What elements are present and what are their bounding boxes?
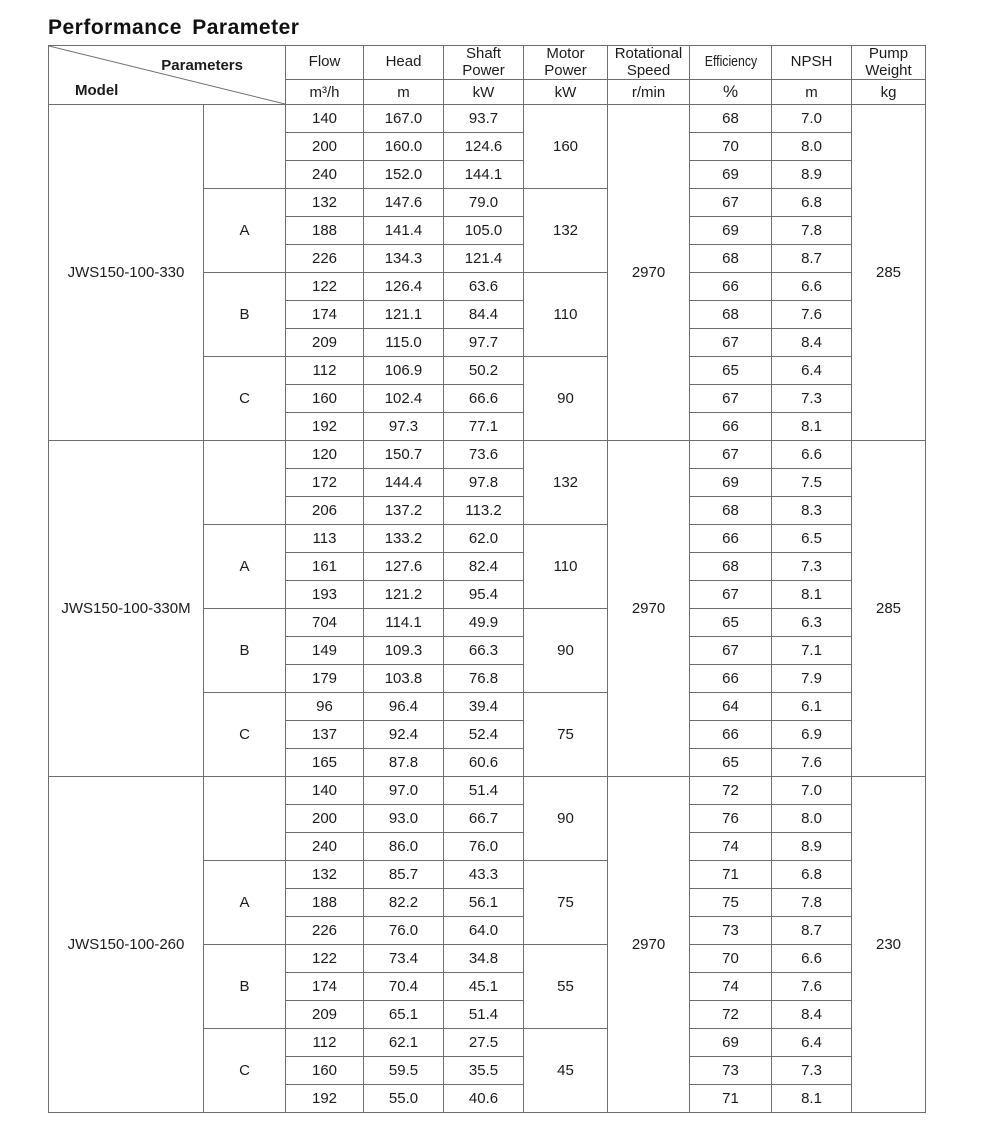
head-cell: 121.2 [364, 581, 444, 609]
flow-cell: 140 [286, 105, 364, 133]
group-label-cell: A [204, 189, 286, 273]
efficiency-cell: 65 [690, 749, 772, 777]
efficiency-cell: 67 [690, 441, 772, 469]
efficiency-cell: 73 [690, 917, 772, 945]
motor-power-cell: 90 [524, 357, 608, 441]
flow-cell: 112 [286, 357, 364, 385]
npsh-cell: 8.9 [772, 161, 852, 189]
pump-weight-cell: 230 [852, 777, 926, 1113]
npsh-cell: 6.8 [772, 189, 852, 217]
head-cell: 109.3 [364, 637, 444, 665]
efficiency-cell: 66 [690, 413, 772, 441]
group-label-cell: B [204, 609, 286, 693]
efficiency-cell: 71 [690, 1085, 772, 1113]
group-label-cell: B [204, 945, 286, 1029]
shaft-power-cell: 66.3 [444, 637, 524, 665]
shaft-power-cell: 34.8 [444, 945, 524, 973]
npsh-cell: 7.6 [772, 301, 852, 329]
shaft-power-cell: 50.2 [444, 357, 524, 385]
motor-power-cell: 45 [524, 1029, 608, 1113]
shaft-power-cell: 51.4 [444, 1001, 524, 1029]
npsh-cell: 8.7 [772, 917, 852, 945]
performance-parameter-table [48, 45, 926, 1113]
shaft-power-cell: 124.6 [444, 133, 524, 161]
shaft-power-cell: 84.4 [444, 301, 524, 329]
efficiency-cell: 74 [690, 973, 772, 1001]
npsh-cell: 7.6 [772, 973, 852, 1001]
efficiency-cell: 65 [690, 609, 772, 637]
motor-power-cell: 110 [524, 525, 608, 609]
flow-cell: 188 [286, 217, 364, 245]
shaft-power-cell: 60.6 [444, 749, 524, 777]
head-cell: 96.4 [364, 693, 444, 721]
flow-cell: 174 [286, 301, 364, 329]
shaft-power-cell: 76.8 [444, 665, 524, 693]
column-header-pump-weight: Pump Weight [852, 46, 926, 80]
efficiency-cell: 68 [690, 245, 772, 273]
npsh-cell: 7.6 [772, 749, 852, 777]
motor-power-cell: 75 [524, 861, 608, 945]
npsh-cell: 7.8 [772, 217, 852, 245]
flow-cell: 122 [286, 273, 364, 301]
flow-cell: 226 [286, 245, 364, 273]
npsh-cell: 6.6 [772, 441, 852, 469]
rotational-speed-cell: 2970 [608, 777, 690, 1113]
shaft-power-cell: 97.8 [444, 469, 524, 497]
head-cell: 152.0 [364, 161, 444, 189]
head-cell: 93.0 [364, 805, 444, 833]
head-cell: 167.0 [364, 105, 444, 133]
head-cell: 150.7 [364, 441, 444, 469]
npsh-cell: 7.3 [772, 1057, 852, 1085]
efficiency-cell: 69 [690, 469, 772, 497]
table-row [49, 441, 926, 469]
flow-cell: 704 [286, 609, 364, 637]
head-cell: 121.1 [364, 301, 444, 329]
shaft-power-cell: 51.4 [444, 777, 524, 805]
head-cell: 147.6 [364, 189, 444, 217]
flow-cell: 240 [286, 833, 364, 861]
group-label-cell: A [204, 861, 286, 945]
table-body [49, 105, 926, 1113]
shaft-power-cell: 95.4 [444, 581, 524, 609]
head-cell: 62.1 [364, 1029, 444, 1057]
group-label-cell: B [204, 273, 286, 357]
motor-power-cell: 110 [524, 273, 608, 357]
shaft-power-cell: 49.9 [444, 609, 524, 637]
flow-cell: 120 [286, 441, 364, 469]
head-cell: 160.0 [364, 133, 444, 161]
flow-cell: 209 [286, 1001, 364, 1029]
shaft-power-cell: 52.4 [444, 721, 524, 749]
efficiency-cell: 64 [690, 693, 772, 721]
group-label-cell: C [204, 1029, 286, 1113]
pump-weight-cell: 285 [852, 105, 926, 441]
shaft-power-cell: 35.5 [444, 1057, 524, 1085]
group-label-cell: A [204, 525, 286, 609]
group-label-cell [204, 777, 286, 861]
head-cell: 65.1 [364, 1001, 444, 1029]
head-cell: 114.1 [364, 609, 444, 637]
npsh-cell: 8.4 [772, 329, 852, 357]
flow-cell: 188 [286, 889, 364, 917]
column-header-shaft-power: Shaft Power [444, 46, 524, 80]
efficiency-cell: 69 [690, 217, 772, 245]
npsh-cell: 6.4 [772, 1029, 852, 1057]
npsh-cell: 6.6 [772, 273, 852, 301]
npsh-cell: 7.3 [772, 385, 852, 413]
npsh-cell: 8.3 [772, 497, 852, 525]
flow-cell: 192 [286, 413, 364, 441]
flow-cell: 226 [286, 917, 364, 945]
model-cell: JWS150-100-330M [49, 441, 204, 777]
shaft-power-cell: 77.1 [444, 413, 524, 441]
table-header [49, 46, 926, 105]
head-cell: 134.3 [364, 245, 444, 273]
efficiency-cell: 66 [690, 665, 772, 693]
corner-label-model: Model [75, 82, 119, 99]
flow-cell: 200 [286, 133, 364, 161]
head-cell: 141.4 [364, 217, 444, 245]
npsh-cell: 8.1 [772, 1085, 852, 1113]
efficiency-cell: 67 [690, 581, 772, 609]
npsh-cell: 7.0 [772, 777, 852, 805]
flow-cell: 140 [286, 777, 364, 805]
npsh-cell: 7.3 [772, 553, 852, 581]
model-cell: JWS150-100-260 [49, 777, 204, 1113]
npsh-cell: 7.5 [772, 469, 852, 497]
unit-pump-weight: kg [852, 80, 926, 105]
shaft-power-cell: 63.6 [444, 273, 524, 301]
shaft-power-cell: 76.0 [444, 833, 524, 861]
head-cell: 76.0 [364, 917, 444, 945]
efficiency-cell: 75 [690, 889, 772, 917]
motor-power-cell: 90 [524, 777, 608, 861]
flow-cell: 113 [286, 525, 364, 553]
corner-header-cell [49, 46, 286, 105]
flow-cell: 96 [286, 693, 364, 721]
head-cell: 97.3 [364, 413, 444, 441]
flow-cell: 200 [286, 805, 364, 833]
flow-cell: 206 [286, 497, 364, 525]
column-header-head: Head [364, 46, 444, 80]
head-cell: 102.4 [364, 385, 444, 413]
npsh-cell: 7.1 [772, 637, 852, 665]
flow-cell: 172 [286, 469, 364, 497]
shaft-power-cell: 64.0 [444, 917, 524, 945]
head-cell: 59.5 [364, 1057, 444, 1085]
shaft-power-cell: 39.4 [444, 693, 524, 721]
npsh-cell: 6.8 [772, 861, 852, 889]
efficiency-cell: 67 [690, 189, 772, 217]
npsh-cell: 8.7 [772, 245, 852, 273]
head-cell: 144.4 [364, 469, 444, 497]
npsh-cell: 7.0 [772, 105, 852, 133]
column-header-motor-power: Motor Power [524, 46, 608, 80]
head-cell: 103.8 [364, 665, 444, 693]
shaft-power-cell: 113.2 [444, 497, 524, 525]
unit-efficiency: % [690, 80, 772, 105]
unit-rotational-speed: r/min [608, 80, 690, 105]
pump-weight-cell: 285 [852, 441, 926, 777]
flow-cell: 160 [286, 1057, 364, 1085]
flow-cell: 112 [286, 1029, 364, 1057]
flow-cell: 240 [286, 161, 364, 189]
efficiency-cell: 67 [690, 385, 772, 413]
model-cell: JWS150-100-330 [49, 105, 204, 441]
shaft-power-cell: 79.0 [444, 189, 524, 217]
efficiency-cell: 71 [690, 861, 772, 889]
efficiency-cell: 67 [690, 329, 772, 357]
npsh-cell: 6.6 [772, 945, 852, 973]
flow-cell: 137 [286, 721, 364, 749]
efficiency-cell: 66 [690, 273, 772, 301]
table-row [49, 105, 926, 133]
npsh-cell: 8.0 [772, 133, 852, 161]
shaft-power-cell: 121.4 [444, 245, 524, 273]
shaft-power-cell: 66.7 [444, 805, 524, 833]
rotational-speed-cell: 2970 [608, 441, 690, 777]
table-row [49, 777, 926, 805]
shaft-power-cell: 56.1 [444, 889, 524, 917]
npsh-cell: 7.9 [772, 665, 852, 693]
shaft-power-cell: 27.5 [444, 1029, 524, 1057]
efficiency-cell: 74 [690, 833, 772, 861]
npsh-cell: 6.3 [772, 609, 852, 637]
npsh-cell: 8.1 [772, 413, 852, 441]
rotational-speed-cell: 2970 [608, 105, 690, 441]
head-cell: 82.2 [364, 889, 444, 917]
unit-motor-power: kW [524, 80, 608, 105]
efficiency-cell: 66 [690, 721, 772, 749]
flow-cell: 192 [286, 1085, 364, 1113]
flow-cell: 209 [286, 329, 364, 357]
flow-cell: 132 [286, 189, 364, 217]
head-cell: 70.4 [364, 973, 444, 1001]
head-cell: 86.0 [364, 833, 444, 861]
efficiency-cell: 67 [690, 637, 772, 665]
flow-cell: 149 [286, 637, 364, 665]
shaft-power-cell: 105.0 [444, 217, 524, 245]
efficiency-cell: 68 [690, 105, 772, 133]
flow-cell: 179 [286, 665, 364, 693]
head-cell: 137.2 [364, 497, 444, 525]
group-label-cell [204, 441, 286, 525]
shaft-power-cell: 40.6 [444, 1085, 524, 1113]
shaft-power-cell: 66.6 [444, 385, 524, 413]
efficiency-cell: 76 [690, 805, 772, 833]
group-label-cell: C [204, 357, 286, 441]
shaft-power-cell: 82.4 [444, 553, 524, 581]
motor-power-cell: 132 [524, 441, 608, 525]
shaft-power-cell: 62.0 [444, 525, 524, 553]
efficiency-cell: 70 [690, 945, 772, 973]
flow-cell: 165 [286, 749, 364, 777]
shaft-power-cell: 144.1 [444, 161, 524, 189]
head-cell: 115.0 [364, 329, 444, 357]
npsh-cell: 6.9 [772, 721, 852, 749]
head-cell: 73.4 [364, 945, 444, 973]
head-cell: 133.2 [364, 525, 444, 553]
shaft-power-cell: 97.7 [444, 329, 524, 357]
npsh-cell: 8.4 [772, 1001, 852, 1029]
motor-power-cell: 132 [524, 189, 608, 273]
corner-label-parameters: Parameters [161, 57, 243, 74]
head-cell: 92.4 [364, 721, 444, 749]
flow-cell: 174 [286, 973, 364, 1001]
column-header-npsh: NPSH [772, 46, 852, 80]
npsh-cell: 7.8 [772, 889, 852, 917]
shaft-power-cell: 73.6 [444, 441, 524, 469]
head-cell: 85.7 [364, 861, 444, 889]
motor-power-cell: 55 [524, 945, 608, 1029]
npsh-cell: 8.1 [772, 581, 852, 609]
unit-flow: m³/h [286, 80, 364, 105]
efficiency-cell: 73 [690, 1057, 772, 1085]
efficiency-cell: 70 [690, 133, 772, 161]
efficiency-cell: 69 [690, 1029, 772, 1057]
npsh-cell: 6.4 [772, 357, 852, 385]
head-cell: 55.0 [364, 1085, 444, 1113]
motor-power-cell: 160 [524, 105, 608, 189]
efficiency-cell: 68 [690, 553, 772, 581]
group-label-cell [204, 105, 286, 189]
unit-npsh: m [772, 80, 852, 105]
unit-head: m [364, 80, 444, 105]
efficiency-cell: 66 [690, 525, 772, 553]
head-cell: 87.8 [364, 749, 444, 777]
page-title: Performance Parameter [48, 16, 300, 39]
efficiency-cell: 68 [690, 301, 772, 329]
shaft-power-cell: 43.3 [444, 861, 524, 889]
group-label-cell: C [204, 693, 286, 777]
npsh-cell: 6.1 [772, 693, 852, 721]
efficiency-cell: 69 [690, 161, 772, 189]
shaft-power-cell: 93.7 [444, 105, 524, 133]
head-cell: 127.6 [364, 553, 444, 581]
flow-cell: 193 [286, 581, 364, 609]
flow-cell: 160 [286, 385, 364, 413]
flow-cell: 132 [286, 861, 364, 889]
unit-shaft-power: kW [444, 80, 524, 105]
efficiency-cell: 72 [690, 777, 772, 805]
npsh-cell: 6.5 [772, 525, 852, 553]
npsh-cell: 8.0 [772, 805, 852, 833]
efficiency-cell: 72 [690, 1001, 772, 1029]
column-header-rotational-speed: Rotational Speed [608, 46, 690, 80]
efficiency-cell: 68 [690, 497, 772, 525]
head-cell: 97.0 [364, 777, 444, 805]
head-cell: 126.4 [364, 273, 444, 301]
column-header-efficiency: Efficiency [690, 46, 772, 80]
motor-power-cell: 90 [524, 609, 608, 693]
npsh-cell: 8.9 [772, 833, 852, 861]
flow-cell: 161 [286, 553, 364, 581]
shaft-power-cell: 45.1 [444, 973, 524, 1001]
column-header-flow: Flow [286, 46, 364, 80]
flow-cell: 122 [286, 945, 364, 973]
head-cell: 106.9 [364, 357, 444, 385]
efficiency-cell: 65 [690, 357, 772, 385]
motor-power-cell: 75 [524, 693, 608, 777]
